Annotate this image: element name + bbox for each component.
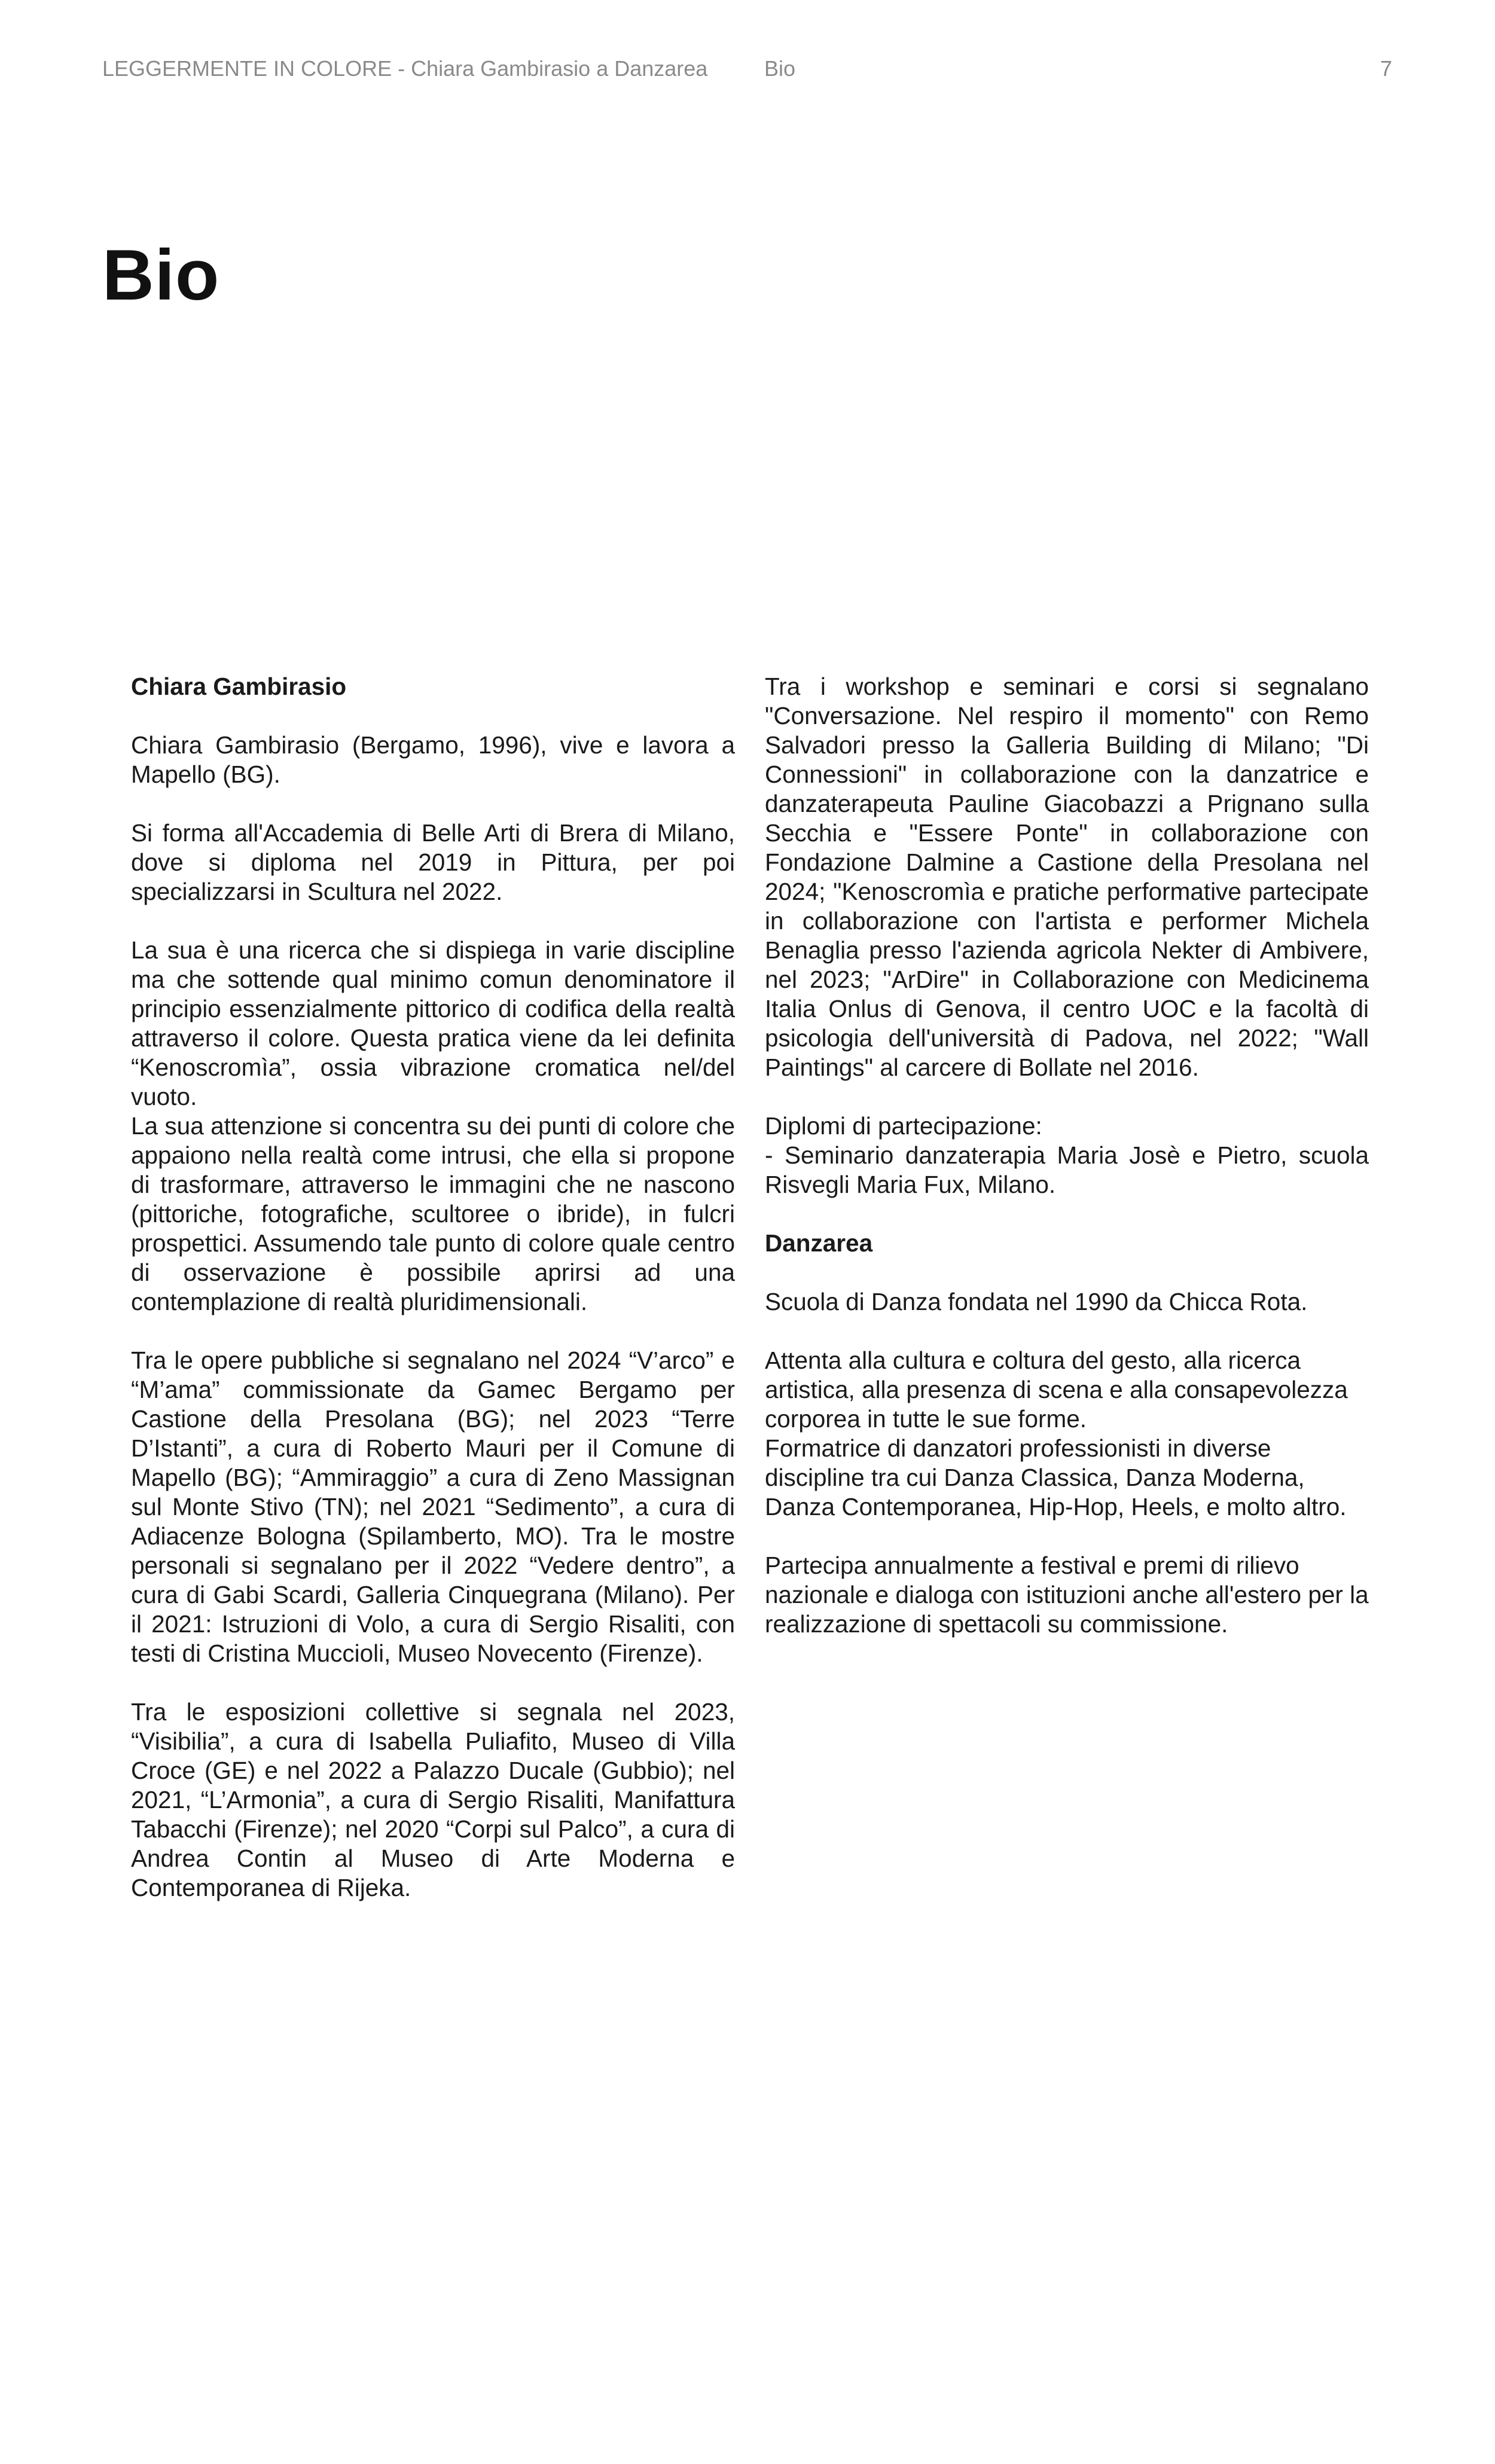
running-header <box>0 56 1495 86</box>
document-title: LEGGERMENTE IN COLORE - Chiara Gambirasio a Danzarea <box>102 56 708 81</box>
right-column <box>765 672 1369 1668</box>
bio-paragraph-public-works: Tra le opere pubbliche si segnalano nel 2024 “V’arco” e “M’ama” commissionate da Gamec Bergamo per Castione della Presolana (BG); nel 2023 “Terre D’Istanti”, a cura di Roberto Mauri per il Comune di Mapello (BG); “Ammiraggio” a cura di Zeno Massignan sul Monte Stivo (TN); nel 2021 “Sedimento”, a cura di Adiacenze Bologna (Spilamberto, MO). Tra le mostre personali si segnalano per il 2022 “Vedere dentro”, a cura di Gabi Scardi, Galleria Cinquegrana (Milano). Per il 2021: Istruzioni di Volo, a cura di Sergio Risaliti, con testi di Cristina Muccioli, Museo Novecento (Firenze). <box>131 1347 735 1667</box>
danzarea-approach: Attenta alla cultura e coltura del gesto, alla ricerca artistica, alla presenza di scena e alla consapevolezza corporea in tutte le sue forme. <box>765 1347 1348 1433</box>
page-number: 7 <box>1380 56 1392 81</box>
left-column <box>131 672 735 1932</box>
section-label: Bio <box>764 56 796 81</box>
artist-heading: Chiara Gambirasio <box>131 673 347 700</box>
bio-paragraph-birth: Chiara Gambirasio (Bergamo, 1996), vive e lavora a Mapello (BG). <box>131 731 735 788</box>
danzarea-training: Formatrice di danzatori professionisti in diverse discipline tra cui Danza Classica, Danza Moderna, Danza Contemporanea, Hip-Hop, Heels, e molto altro. <box>765 1434 1347 1520</box>
bio-paragraph-group-shows: Tra le esposizioni collettive si segnala nel 2023, “Visibilia”, a cura di Isabella Puliafito, Museo di Villa Croce (GE) e nel 2022 a Palazzo Ducale (Gubbio); nel 2021, “L’Armonia”, a cura di Sergio Risaliti, Manifattura Tabacchi (Firenze); nel 2020 “Corpi sul Palco”, a cura di Andrea Contin al Museo di Arte Moderna e Contemporanea di Rijeka. <box>131 1698 735 1901</box>
bio-paragraph-attention: La sua attenzione si concentra su dei punti di colore che appaiono nella realtà come intrusi, che ella si propone di trasformare, attraverso le immagini che ne nascono (pittoriche, fotografiche, scultoree o ibride), in fulcri prospettici. Assumendo tale punto di colore quale centro di osservazione è possibile aprirsi ad una contemplazione di realtà pluridimensionali. <box>131 1112 735 1315</box>
page-title: Bio <box>102 235 220 315</box>
danzarea-founding: Scuola di Danza fondata nel 1990 da Chicca Rota. <box>765 1288 1308 1315</box>
bio-paragraph-education: Si forma all'Accademia di Belle Arti di Brera di Milano, dove si diploma nel 2019 in Pittura, per poi specializzarsi in Scultura nel 2022. <box>131 819 735 905</box>
diplomas-label: Diplomi di partecipazione: <box>765 1112 1042 1140</box>
bio-paragraph-research: La sua è una ricerca che si dispiega in varie discipline ma che sottende qual minimo comun denominatore il principio essenzialmente pittorico di codifica della realtà attraverso il colore. Questa pratica viene da lei definita “Kenoscromìa”, ossia vibrazione cromatica nel/del vuoto. <box>131 936 735 1110</box>
workshops-paragraph: Tra i workshop e seminari e corsi si segnalano "Conversazione. Nel respiro il momento" con Remo Salvadori presso la Galleria Building di Milano; "Di Connessioni" in collaborazione con la danzatrice e danzaterapeuta Pauline Giacobazzi a Prignano sulla Secchia e "Essere Ponte" in collaborazione con Fondazione Dalmine a Castione della Presolana nel 2024; "Kenoscromìa e pratiche performative partecipate in collaborazione con l'artista e performer Michela Benaglia presso l'azienda agricola Nekter di Ambivere, nel 2023; "ArDire" in Collaborazione con Medicinema Italia Onlus di Genova, il centro UOC e la facoltà di psicologia dell'università di Padova, nel 2022; "Wall Paintings" al carcere di Bollate nel 2016. <box>765 673 1369 1081</box>
danzarea-heading: Danzarea <box>765 1229 873 1257</box>
diplomas-item: - Seminario danzaterapia Maria Josè e Pietro, scuola Risvegli Maria Fux, Milano. <box>765 1141 1369 1198</box>
danzarea-festivals: Partecipa annualmente a festival e premi di rilievo nazionale e dialoga con istituzioni anche all'estero per la realizzazione di spettacoli su commissione. <box>765 1552 1369 1638</box>
